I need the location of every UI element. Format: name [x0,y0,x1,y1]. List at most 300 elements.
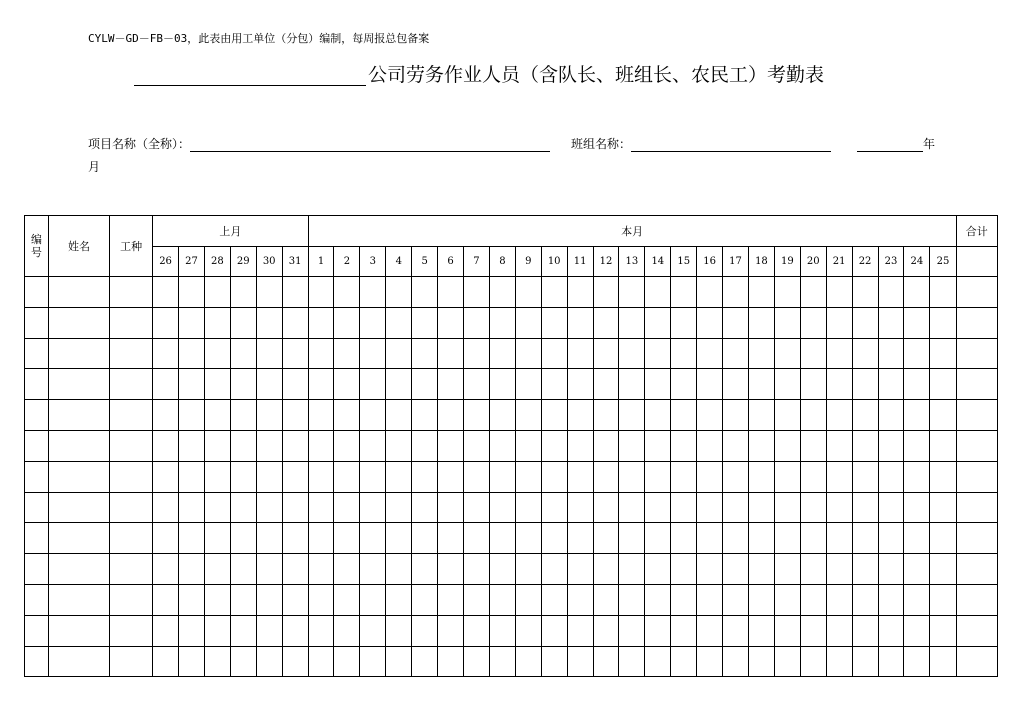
table-cell[interactable] [489,523,515,554]
table-cell[interactable] [930,430,956,461]
table-cell[interactable] [334,492,360,523]
table-cell[interactable] [282,492,308,523]
table-cell[interactable] [671,430,697,461]
table-cell[interactable] [179,277,205,308]
table-cell[interactable] [645,277,671,308]
table-cell[interactable] [179,615,205,646]
table-cell[interactable] [593,430,619,461]
table-cell[interactable] [412,400,438,431]
table-cell[interactable] [204,492,230,523]
table-cell[interactable] [515,369,541,400]
table-cell[interactable] [256,615,282,646]
table-cell[interactable] [256,430,282,461]
table-cell[interactable] [282,307,308,338]
table-cell[interactable] [204,615,230,646]
table-cell[interactable] [645,615,671,646]
table-cell[interactable] [256,277,282,308]
table-cell[interactable] [671,369,697,400]
table-cell[interactable] [800,554,826,585]
table-cell[interactable] [308,554,334,585]
table-cell[interactable] [308,430,334,461]
table-cell[interactable] [956,523,997,554]
table-cell[interactable] [826,523,852,554]
table-cell[interactable] [308,400,334,431]
table-cell[interactable] [671,492,697,523]
table-cell[interactable] [800,400,826,431]
table-cell[interactable] [748,307,774,338]
table-cell[interactable] [697,369,723,400]
table-cell[interactable] [515,307,541,338]
table-cell[interactable] [956,430,997,461]
table-cell[interactable] [878,430,904,461]
table-cell[interactable] [282,615,308,646]
table-cell[interactable] [153,338,179,369]
table-cell[interactable] [567,492,593,523]
table-cell[interactable] [438,646,464,677]
table-cell[interactable] [619,307,645,338]
table-cell[interactable] [956,584,997,615]
table-cell[interactable] [697,492,723,523]
table-cell[interactable] [110,646,153,677]
table-cell[interactable] [774,430,800,461]
table-cell[interactable] [619,430,645,461]
table-cell[interactable] [567,646,593,677]
table-cell[interactable] [800,492,826,523]
table-cell[interactable] [464,554,490,585]
table-cell[interactable] [256,554,282,585]
table-cell[interactable] [878,461,904,492]
table-cell[interactable] [593,584,619,615]
table-cell[interactable] [541,554,567,585]
table-cell[interactable] [464,461,490,492]
table-cell[interactable] [697,400,723,431]
table-cell[interactable] [49,554,110,585]
project-name-blank[interactable] [190,137,550,152]
table-cell[interactable] [412,461,438,492]
table-cell[interactable] [748,400,774,431]
table-cell[interactable] [334,584,360,615]
table-cell[interactable] [723,461,749,492]
table-cell[interactable] [386,338,412,369]
table-cell[interactable] [256,369,282,400]
table-cell[interactable] [852,277,878,308]
table-cell[interactable] [515,584,541,615]
table-cell[interactable] [49,307,110,338]
table-cell[interactable] [904,615,930,646]
table-cell[interactable] [153,492,179,523]
table-cell[interactable] [852,338,878,369]
table-cell[interactable] [489,338,515,369]
table-cell[interactable] [800,615,826,646]
table-cell[interactable] [541,461,567,492]
table-cell[interactable] [464,646,490,677]
table-cell[interactable] [904,430,930,461]
table-cell[interactable] [723,615,749,646]
table-cell[interactable] [438,461,464,492]
table-cell[interactable] [489,461,515,492]
table-cell[interactable] [619,554,645,585]
table-cell[interactable] [567,554,593,585]
table-cell[interactable] [956,554,997,585]
table-cell[interactable] [464,307,490,338]
table-cell[interactable] [412,369,438,400]
table-cell[interactable] [204,584,230,615]
table-cell[interactable] [930,615,956,646]
table-cell[interactable] [25,523,49,554]
table-cell[interactable] [153,554,179,585]
table-cell[interactable] [515,277,541,308]
table-cell[interactable] [179,369,205,400]
table-cell[interactable] [671,554,697,585]
table-cell[interactable] [723,338,749,369]
table-cell[interactable] [593,369,619,400]
table-cell[interactable] [723,584,749,615]
table-cell[interactable] [153,615,179,646]
table-cell[interactable] [515,338,541,369]
table-cell[interactable] [567,338,593,369]
table-cell[interactable] [489,307,515,338]
table-cell[interactable] [360,615,386,646]
table-cell[interactable] [282,400,308,431]
table-cell[interactable] [25,584,49,615]
table-cell[interactable] [282,523,308,554]
table-cell[interactable] [282,369,308,400]
table-cell[interactable] [748,523,774,554]
table-cell[interactable] [748,492,774,523]
table-cell[interactable] [464,523,490,554]
table-cell[interactable] [723,369,749,400]
table-cell[interactable] [230,430,256,461]
table-cell[interactable] [110,584,153,615]
table-cell[interactable] [256,492,282,523]
table-cell[interactable] [464,338,490,369]
table-cell[interactable] [308,461,334,492]
table-cell[interactable] [593,492,619,523]
table-cell[interactable] [49,400,110,431]
table-cell[interactable] [489,554,515,585]
table-cell[interactable] [697,277,723,308]
table-cell[interactable] [110,523,153,554]
table-cell[interactable] [748,369,774,400]
table-cell[interactable] [697,523,723,554]
table-cell[interactable] [360,492,386,523]
table-cell[interactable] [826,277,852,308]
table-cell[interactable] [438,584,464,615]
table-cell[interactable] [930,523,956,554]
table-cell[interactable] [723,492,749,523]
table-cell[interactable] [256,584,282,615]
table-cell[interactable] [153,400,179,431]
table-cell[interactable] [904,461,930,492]
table-cell[interactable] [179,523,205,554]
table-cell[interactable] [567,584,593,615]
table-cell[interactable] [386,369,412,400]
table-cell[interactable] [334,400,360,431]
table-cell[interactable] [774,400,800,431]
table-cell[interactable] [956,492,997,523]
table-cell[interactable] [904,646,930,677]
table-cell[interactable] [412,277,438,308]
table-cell[interactable] [308,523,334,554]
table-cell[interactable] [438,492,464,523]
table-cell[interactable] [748,584,774,615]
table-cell[interactable] [645,646,671,677]
table-cell[interactable] [386,554,412,585]
table-cell[interactable] [204,523,230,554]
table-cell[interactable] [515,461,541,492]
table-cell[interactable] [360,430,386,461]
table-cell[interactable] [645,523,671,554]
table-cell[interactable] [230,615,256,646]
table-cell[interactable] [360,584,386,615]
table-cell[interactable] [386,307,412,338]
table-cell[interactable] [671,277,697,308]
table-cell[interactable] [49,492,110,523]
table-cell[interactable] [645,307,671,338]
table-cell[interactable] [438,430,464,461]
table-cell[interactable] [204,430,230,461]
table-cell[interactable] [25,277,49,308]
table-cell[interactable] [826,646,852,677]
table-cell[interactable] [593,307,619,338]
table-cell[interactable] [360,338,386,369]
table-cell[interactable] [619,615,645,646]
table-cell[interactable] [360,523,386,554]
table-cell[interactable] [541,400,567,431]
table-cell[interactable] [774,338,800,369]
table-cell[interactable] [826,307,852,338]
table-cell[interactable] [179,430,205,461]
table-cell[interactable] [25,615,49,646]
table-cell[interactable] [904,523,930,554]
table-cell[interactable] [308,338,334,369]
table-cell[interactable] [464,369,490,400]
table-cell[interactable] [360,400,386,431]
table-cell[interactable] [230,400,256,431]
table-cell[interactable] [49,461,110,492]
table-cell[interactable] [489,277,515,308]
table-cell[interactable] [748,430,774,461]
table-cell[interactable] [593,523,619,554]
table-cell[interactable] [110,400,153,431]
table-cell[interactable] [748,277,774,308]
table-cell[interactable] [230,646,256,677]
table-cell[interactable] [904,554,930,585]
table-cell[interactable] [723,554,749,585]
table-cell[interactable] [179,584,205,615]
table-cell[interactable] [153,307,179,338]
table-cell[interactable] [464,615,490,646]
table-cell[interactable] [386,646,412,677]
table-cell[interactable] [49,646,110,677]
table-cell[interactable] [774,615,800,646]
table-cell[interactable] [567,615,593,646]
table-cell[interactable] [110,492,153,523]
table-cell[interactable] [852,615,878,646]
table-cell[interactable] [515,615,541,646]
table-cell[interactable] [904,584,930,615]
table-cell[interactable] [645,430,671,461]
table-cell[interactable] [593,461,619,492]
table-cell[interactable] [826,338,852,369]
table-cell[interactable] [230,369,256,400]
table-cell[interactable] [25,430,49,461]
table-cell[interactable] [930,277,956,308]
table-cell[interactable] [930,554,956,585]
table-cell[interactable] [256,307,282,338]
table-cell[interactable] [438,307,464,338]
table-cell[interactable] [204,338,230,369]
table-cell[interactable] [110,461,153,492]
table-cell[interactable] [748,554,774,585]
table-cell[interactable] [852,492,878,523]
table-cell[interactable] [282,461,308,492]
table-cell[interactable] [515,430,541,461]
table-cell[interactable] [49,430,110,461]
table-cell[interactable] [774,646,800,677]
table-cell[interactable] [852,307,878,338]
table-cell[interactable] [878,307,904,338]
table-cell[interactable] [593,646,619,677]
table-cell[interactable] [489,430,515,461]
table-cell[interactable] [541,369,567,400]
table-cell[interactable] [774,584,800,615]
table-cell[interactable] [567,523,593,554]
table-cell[interactable] [567,430,593,461]
table-cell[interactable] [593,400,619,431]
table-cell[interactable] [49,584,110,615]
table-cell[interactable] [334,646,360,677]
table-cell[interactable] [464,492,490,523]
table-cell[interactable] [619,523,645,554]
table-cell[interactable] [852,461,878,492]
table-cell[interactable] [386,523,412,554]
table-cell[interactable] [25,646,49,677]
table-cell[interactable] [619,461,645,492]
table-cell[interactable] [334,615,360,646]
table-cell[interactable] [800,307,826,338]
table-cell[interactable] [308,277,334,308]
table-cell[interactable] [179,646,205,677]
table-cell[interactable] [723,523,749,554]
table-cell[interactable] [489,369,515,400]
table-cell[interactable] [774,307,800,338]
table-cell[interactable] [878,615,904,646]
table-cell[interactable] [49,523,110,554]
table-cell[interactable] [360,369,386,400]
table-cell[interactable] [282,430,308,461]
table-cell[interactable] [748,615,774,646]
table-cell[interactable] [179,461,205,492]
table-cell[interactable] [826,461,852,492]
table-cell[interactable] [800,338,826,369]
table-cell[interactable] [308,646,334,677]
table-cell[interactable] [230,584,256,615]
table-cell[interactable] [515,523,541,554]
table-cell[interactable] [826,584,852,615]
table-cell[interactable] [852,584,878,615]
table-cell[interactable] [645,400,671,431]
table-cell[interactable] [230,554,256,585]
table-cell[interactable] [671,338,697,369]
table-cell[interactable] [593,338,619,369]
table-cell[interactable] [593,554,619,585]
table-cell[interactable] [334,461,360,492]
table-cell[interactable] [541,338,567,369]
table-cell[interactable] [645,338,671,369]
table-cell[interactable] [438,554,464,585]
table-cell[interactable] [49,338,110,369]
table-cell[interactable] [748,461,774,492]
table-cell[interactable] [412,523,438,554]
table-cell[interactable] [179,338,205,369]
table-cell[interactable] [282,554,308,585]
table-cell[interactable] [438,277,464,308]
table-cell[interactable] [464,277,490,308]
table-cell[interactable] [645,554,671,585]
table-cell[interactable] [930,584,956,615]
table-cell[interactable] [25,554,49,585]
table-cell[interactable] [153,584,179,615]
table-cell[interactable] [541,615,567,646]
table-cell[interactable] [774,461,800,492]
table-cell[interactable] [489,492,515,523]
table-cell[interactable] [308,369,334,400]
table-cell[interactable] [697,307,723,338]
table-cell[interactable] [567,461,593,492]
table-cell[interactable] [619,277,645,308]
table-cell[interactable] [904,277,930,308]
table-cell[interactable] [334,430,360,461]
table-cell[interactable] [110,554,153,585]
table-cell[interactable] [438,338,464,369]
table-cell[interactable] [723,277,749,308]
table-cell[interactable] [723,400,749,431]
company-name-blank[interactable] [134,65,366,86]
table-cell[interactable] [153,523,179,554]
table-cell[interactable] [541,646,567,677]
table-cell[interactable] [878,338,904,369]
table-cell[interactable] [334,554,360,585]
table-cell[interactable] [204,400,230,431]
table-cell[interactable] [110,615,153,646]
table-cell[interactable] [567,400,593,431]
table-cell[interactable] [25,307,49,338]
table-cell[interactable] [230,277,256,308]
table-cell[interactable] [204,554,230,585]
table-cell[interactable] [852,400,878,431]
table-cell[interactable] [438,400,464,431]
table-cell[interactable] [386,492,412,523]
table-cell[interactable] [697,584,723,615]
table-cell[interactable] [645,461,671,492]
team-name-blank[interactable] [631,137,831,152]
table-cell[interactable] [697,554,723,585]
table-cell[interactable] [541,584,567,615]
table-cell[interactable] [619,646,645,677]
table-cell[interactable] [464,430,490,461]
table-cell[interactable] [956,369,997,400]
table-cell[interactable] [800,646,826,677]
year-blank[interactable] [857,137,923,152]
table-cell[interactable] [956,646,997,677]
table-cell[interactable] [904,492,930,523]
table-cell[interactable] [464,584,490,615]
table-cell[interactable] [878,584,904,615]
table-cell[interactable] [256,461,282,492]
table-cell[interactable] [748,646,774,677]
table-cell[interactable] [412,492,438,523]
